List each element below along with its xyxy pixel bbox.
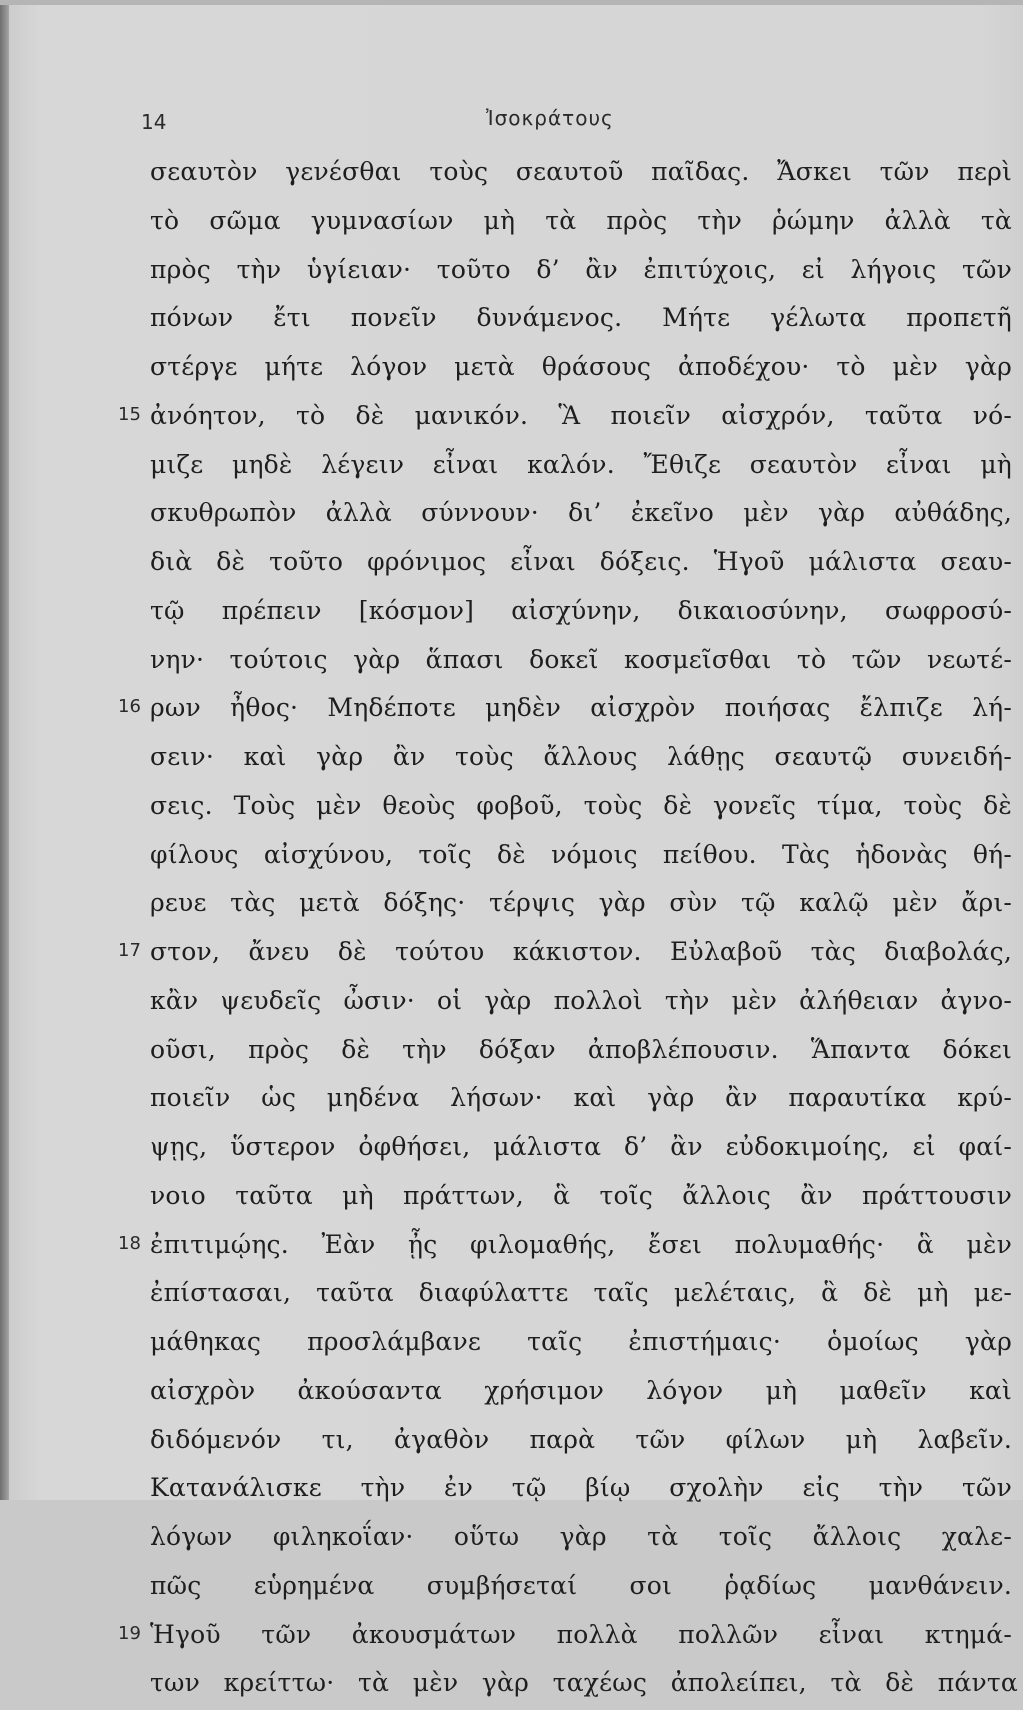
text-line bbox=[0, 296, 1023, 345]
line-text: αἰσχρὸν ἀκούσαντα χρήσιμον λόγον μὴ μαθεῖν καὶ bbox=[150, 1375, 1012, 1405]
line-text: σειν· καὶ γὰρ ἂν τοὺς ἄλλους λάθῃς σεαυτῷ συνειδή- bbox=[150, 742, 1012, 771]
line-text: τὸ σῶμα γυμνασίων μὴ τὰ πρὸς τὴν ῥώμην ἀλλὰ τὰ bbox=[150, 205, 1012, 235]
line-text: Κατανάλισκε τὴν ἐν τῷ βίῳ σχολὴν εἰς τὴν τῶν bbox=[150, 1473, 1012, 1503]
section-number: 17 bbox=[118, 940, 141, 961]
text-line bbox=[0, 1369, 1023, 1418]
line-text: κἂν ψευδεῖς ὦσιν· οἱ γὰρ πολλοὶ τὴν μὲν ἀλήθειαν ἀγνο- bbox=[150, 985, 1012, 1015]
line-text: ψῃς, ὕστερον ὀφθήσει, μάλιστα δ’ ἂν εὐδοκιμοίης, εἰ φαί- bbox=[150, 1132, 1012, 1161]
line-text: λόγων φιληκοΐαν· οὕτω γὰρ τὰ τοῖς ἄλλοις χαλε- bbox=[150, 1522, 1012, 1551]
line-text: ποιεῖν ὡς μηδένα λήσων· καὶ γὰρ ἂν παραυτίκα κρύ- bbox=[150, 1083, 1012, 1113]
line-text: τῷ πρέπειν [κόσμον] αἰσχύνην, δικαιοσύνην, σωφροσύ- bbox=[150, 595, 1012, 625]
text-line bbox=[0, 735, 1023, 784]
page-top-edge bbox=[0, 0, 1023, 5]
page-header bbox=[0, 104, 1023, 144]
text-line bbox=[0, 589, 1023, 638]
text-line bbox=[0, 394, 1023, 443]
text-line bbox=[0, 1515, 1023, 1564]
text-line bbox=[0, 638, 1023, 687]
text-line bbox=[0, 443, 1023, 492]
text-line bbox=[0, 199, 1023, 248]
text-line bbox=[0, 1613, 1023, 1662]
section-number: 15 bbox=[118, 403, 141, 425]
line-text: φίλους αἰσχύνου, τοῖς δὲ νόμοις πείθου. Τὰς ἡδονὰς θή- bbox=[150, 839, 1012, 869]
text-line bbox=[0, 881, 1023, 930]
text-line bbox=[0, 1076, 1023, 1125]
section-number: 16 bbox=[118, 696, 141, 718]
line-text: ἀνόητον, τὸ δὲ μανικόν. Ἃ ποιεῖν αἰσχρόν, ταῦτα νό- bbox=[150, 400, 1012, 430]
text-block bbox=[0, 150, 1023, 1710]
text-line bbox=[0, 930, 1023, 979]
line-text: ἐπιτιμῴης. Ἐὰν ᾖς φιλομαθής, ἔσει πολυμαθής· ἃ μὲν bbox=[150, 1229, 1012, 1259]
text-line bbox=[0, 1174, 1023, 1223]
text-line bbox=[0, 1418, 1023, 1467]
line-text: στέργε μήτε λόγον μετὰ θράσους ἀποδέχου· τὸ μὲν γὰρ bbox=[150, 352, 1012, 381]
line-text: ἐπίστασαι, ταῦτα διαφύλαττε ταῖς μελέταις, ἃ δὲ μὴ με- bbox=[150, 1278, 1012, 1308]
line-text: πῶς εὑρημένα συμβήσεταί σοι ῥᾳδίως μανθάνειν. bbox=[150, 1570, 1012, 1600]
text-line bbox=[0, 1125, 1023, 1174]
running-title: Ἰσοκράτους bbox=[486, 106, 614, 130]
line-text: σκυθρωπὸν ἀλλὰ σύννουν· δι’ ἐκεῖνο μὲν γὰρ αὐθάδης, bbox=[150, 498, 1012, 528]
text-line bbox=[0, 833, 1023, 882]
text-line bbox=[0, 345, 1023, 394]
line-text: μιζε μηδὲ λέγειν εἶναι καλόν. Ἔθιζε σεαυτὸν εἶναι μὴ bbox=[150, 449, 1012, 479]
section-number: 18 bbox=[118, 1232, 141, 1254]
line-text: διὰ δὲ τοῦτο φρόνιμος εἶναι δόξεις. Ἡγοῦ μάλιστα σεαυ- bbox=[150, 547, 1012, 576]
text-line bbox=[0, 1466, 1023, 1515]
line-text: μάθηκας προσλάμβανε ταῖς ἐπιστήμαις· ὁμοίως γὰρ bbox=[150, 1327, 1012, 1356]
line-text: ρευε τὰς μετὰ δόξης· τέρψις γὰρ σὺν τῷ καλῷ μὲν ἄρι- bbox=[150, 888, 1012, 918]
line-text: στον, ἄνευ δὲ τούτου κάκιστον. Εὐλαβοῦ τὰς διαβολάς, bbox=[150, 937, 1012, 966]
line-text: σεις. Τοὺς μὲν θεοὺς φοβοῦ, τοὺς δὲ γονεῖς τίμα, τοὺς δὲ bbox=[150, 790, 1012, 820]
text-line bbox=[0, 1223, 1023, 1272]
text-line bbox=[0, 540, 1023, 589]
line-text: των κρείττω· τὰ μὲν γὰρ ταχέως ἀπολείπει, τὰ δὲ πάντα bbox=[150, 1668, 1018, 1698]
text-line bbox=[0, 979, 1023, 1028]
text-line bbox=[0, 1564, 1023, 1613]
line-text: διδόμενόν τι, ἀγαθὸν παρὰ τῶν φίλων μὴ λαβεῖν. bbox=[150, 1424, 1012, 1454]
text-line bbox=[0, 248, 1023, 297]
text-line bbox=[0, 1271, 1023, 1320]
line-text: πρὸς τὴν ὑγίειαν· τοῦτο δ’ ἂν ἐπιτύχοις, εἰ λήγοις τῶν bbox=[150, 254, 1012, 284]
section-number: 19 bbox=[118, 1622, 141, 1644]
text-line bbox=[0, 686, 1023, 735]
line-text: νην· τούτοις γὰρ ἅπασι δοκεῖ κοσμεῖσθαι τὸ τῶν νεωτέ- bbox=[150, 644, 1012, 674]
text-line bbox=[0, 1028, 1023, 1077]
line-text: οῦσι, πρὸς δὲ τὴν δόξαν ἀποβλέπουσιν. Ἅπαντα δόκει bbox=[150, 1034, 1012, 1064]
line-text: Ἡγοῦ τῶν ἀκουσμάτων πολλὰ πολλῶν εἶναι κτημά- bbox=[150, 1619, 1012, 1649]
text-line bbox=[0, 1661, 1023, 1710]
line-text: πόνων ἔτι πονεῖν δυνάμενος. Μήτε γέλωτα προπετῆ bbox=[150, 303, 1012, 333]
text-line bbox=[0, 491, 1023, 540]
text-line bbox=[0, 1320, 1023, 1369]
line-text: ρων ἦθος· Μηδέποτε μηδὲν αἰσχρὸν ποιήσας ἔλπιζε λή- bbox=[150, 693, 1012, 723]
page-number: 14 bbox=[141, 110, 167, 134]
text-line bbox=[0, 784, 1023, 833]
line-text: νοιο ταῦτα μὴ πράττων, ἃ τοῖς ἄλλοις ἂν πράττουσιν bbox=[150, 1180, 1012, 1210]
text-line bbox=[0, 150, 1023, 199]
line-text: σεαυτὸν γενέσθαι τοὺς σεαυτοῦ παῖδας. Ἄσκει τῶν περὶ bbox=[150, 157, 1012, 186]
